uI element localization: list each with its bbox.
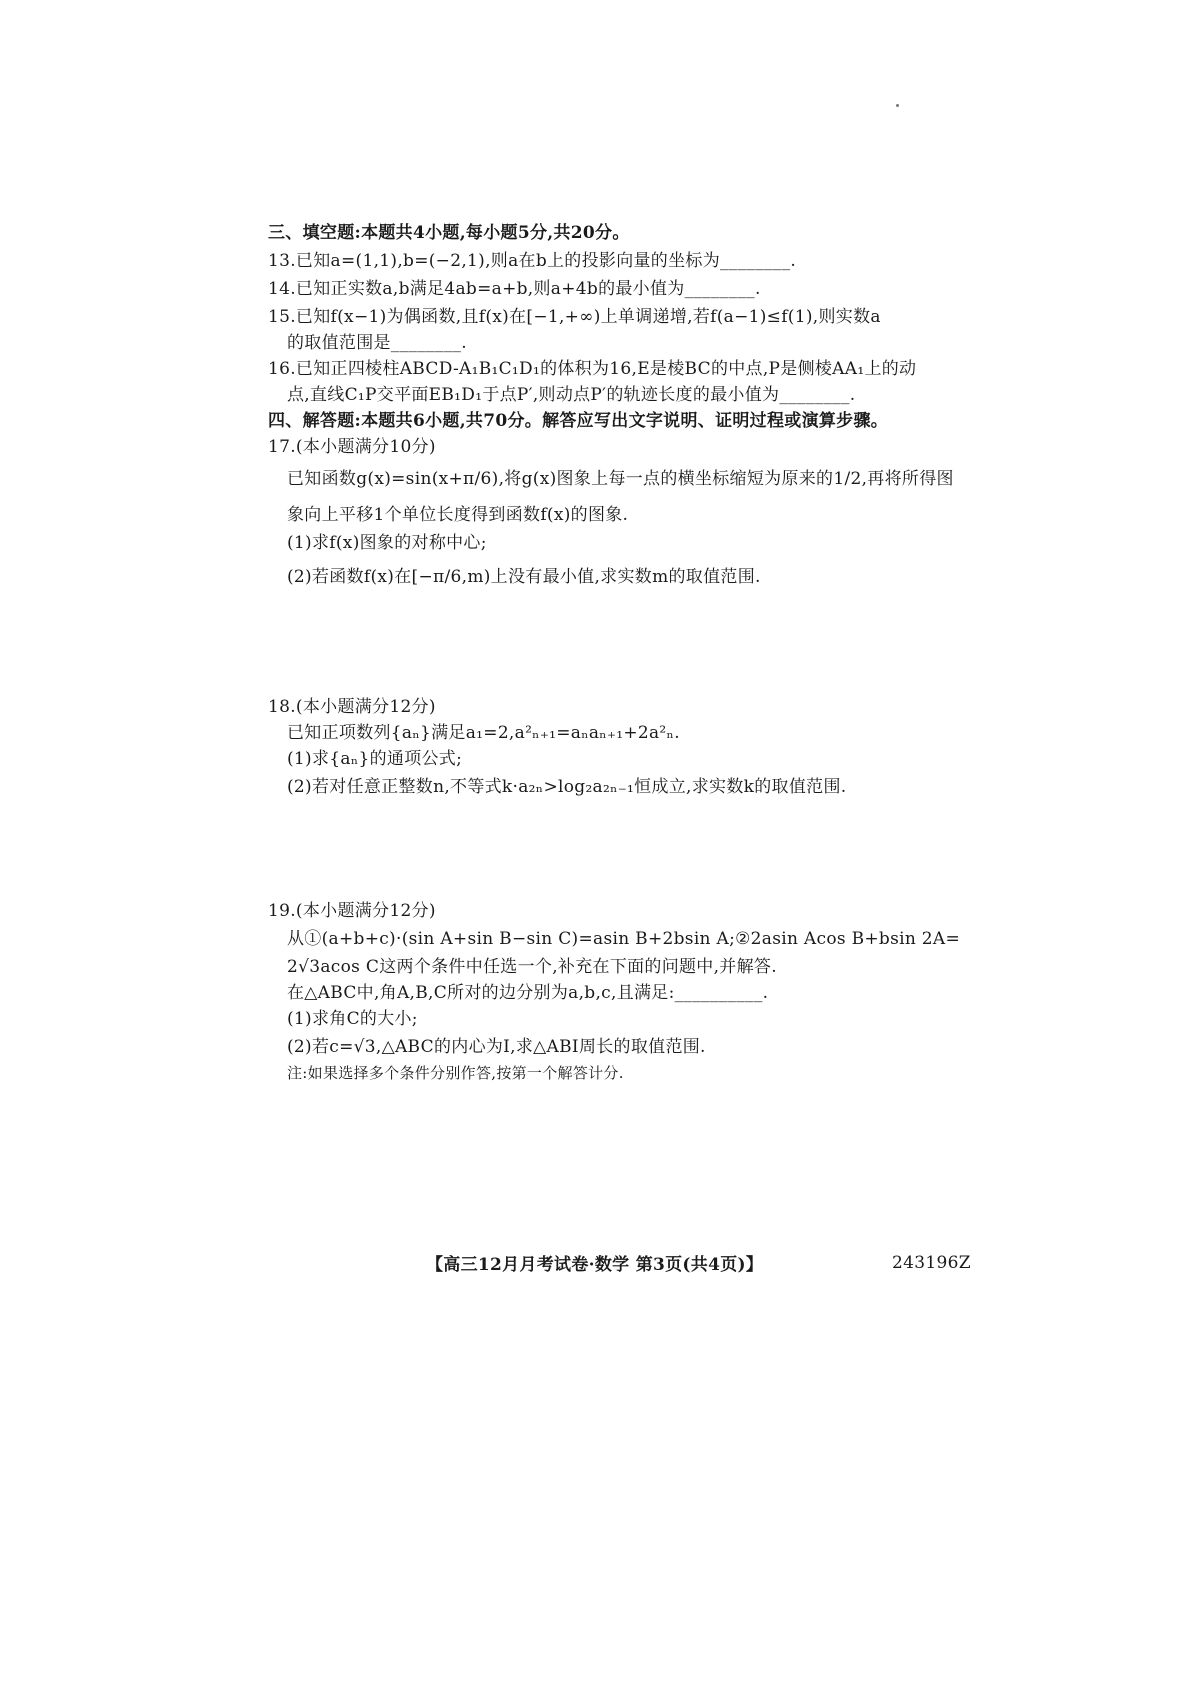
scan-speck [896, 104, 899, 107]
question-19-line-2: 2√3acos C这两个条件中任选一个,补充在下面的问题中,并解答. [287, 957, 777, 977]
question-17-part-1: (1)求f(x)图象的对称中心; [287, 533, 487, 553]
question-16-line-1: 16.已知正四棱柱ABCD-A₁B₁C₁D₁的体积为16,E是棱BC的中点,P是侧棱AA₁上的动 [268, 359, 917, 379]
exam-code: 243196Z [892, 1253, 971, 1273]
question-17-title: 17.(本小题满分10分) [268, 437, 436, 457]
section3-heading: 三、填空题:本题共4小题,每小题5分,共20分。 [268, 223, 630, 243]
question-17-part-2: (2)若函数f(x)在[−π/6,m)上没有最小值,求实数m的取值范围. [287, 567, 761, 587]
footer-label: 【高三12月月考试卷·数学 第3页(共4页)】 [426, 1255, 764, 1275]
question-18-part-2: (2)若对任意正整数n,不等式k·a₂ₙ>log₂a₂ₙ₋₁恒成立,求实数k的取值范围. [287, 777, 847, 797]
question-19-line-1: 从①(a+b+c)·(sin A+sin B−sin C)=asin B+2bsin A;②2asin Acos B+bsin 2A= [287, 929, 961, 949]
question-19-line-3: 在△ABC中,角A,B,C所对的边分别为a,b,c,且满足:__________. [287, 983, 769, 1003]
question-17-line-2: 象向上平移1个单位长度得到函数f(x)的图象. [287, 505, 629, 525]
question-19-note: 注:如果选择多个条件分别作答,按第一个解答计分. [287, 1064, 624, 1082]
question-19-part-1: (1)求角C的大小; [287, 1009, 418, 1029]
question-15-line-1: 15.已知f(x−1)为偶函数,且f(x)在[−1,+∞)上单调递增,若f(a−1)≤f(1),则实数a [268, 307, 881, 327]
question-13: 13.已知a=(1,1),b=(−2,1),则a在b上的投影向量的坐标为________. [268, 251, 797, 271]
question-17-line-1: 已知函数g(x)=sin(x+π/6),将g(x)图象上每一点的横坐标缩短为原来的1/2,再将所得图 [287, 469, 954, 489]
question-14: 14.已知正实数a,b满足4ab=a+b,则a+4b的最小值为________. [268, 279, 761, 299]
question-19-title: 19.(本小题满分12分) [268, 901, 436, 921]
question-19-part-2: (2)若c=√3,△ABC的内心为I,求△ABI周长的取值范围. [287, 1037, 706, 1057]
question-18-part-1: (1)求{aₙ}的通项公式; [287, 749, 463, 769]
question-18-title: 18.(本小题满分12分) [268, 697, 436, 717]
question-16-line-2: 点,直线C₁P交平面EB₁D₁于点P′,则动点P′的轨迹长度的最小值为________. [287, 385, 856, 405]
section4-heading: 四、解答题:本题共6小题,共70分。解答应写出文字说明、证明过程或演算步骤。 [268, 411, 889, 431]
question-15-line-2: 的取值范围是________. [287, 333, 467, 353]
question-18-line-1: 已知正项数列{aₙ}满足a₁=2,a²ₙ₊₁=aₙaₙ₊₁+2a²ₙ. [287, 723, 680, 743]
